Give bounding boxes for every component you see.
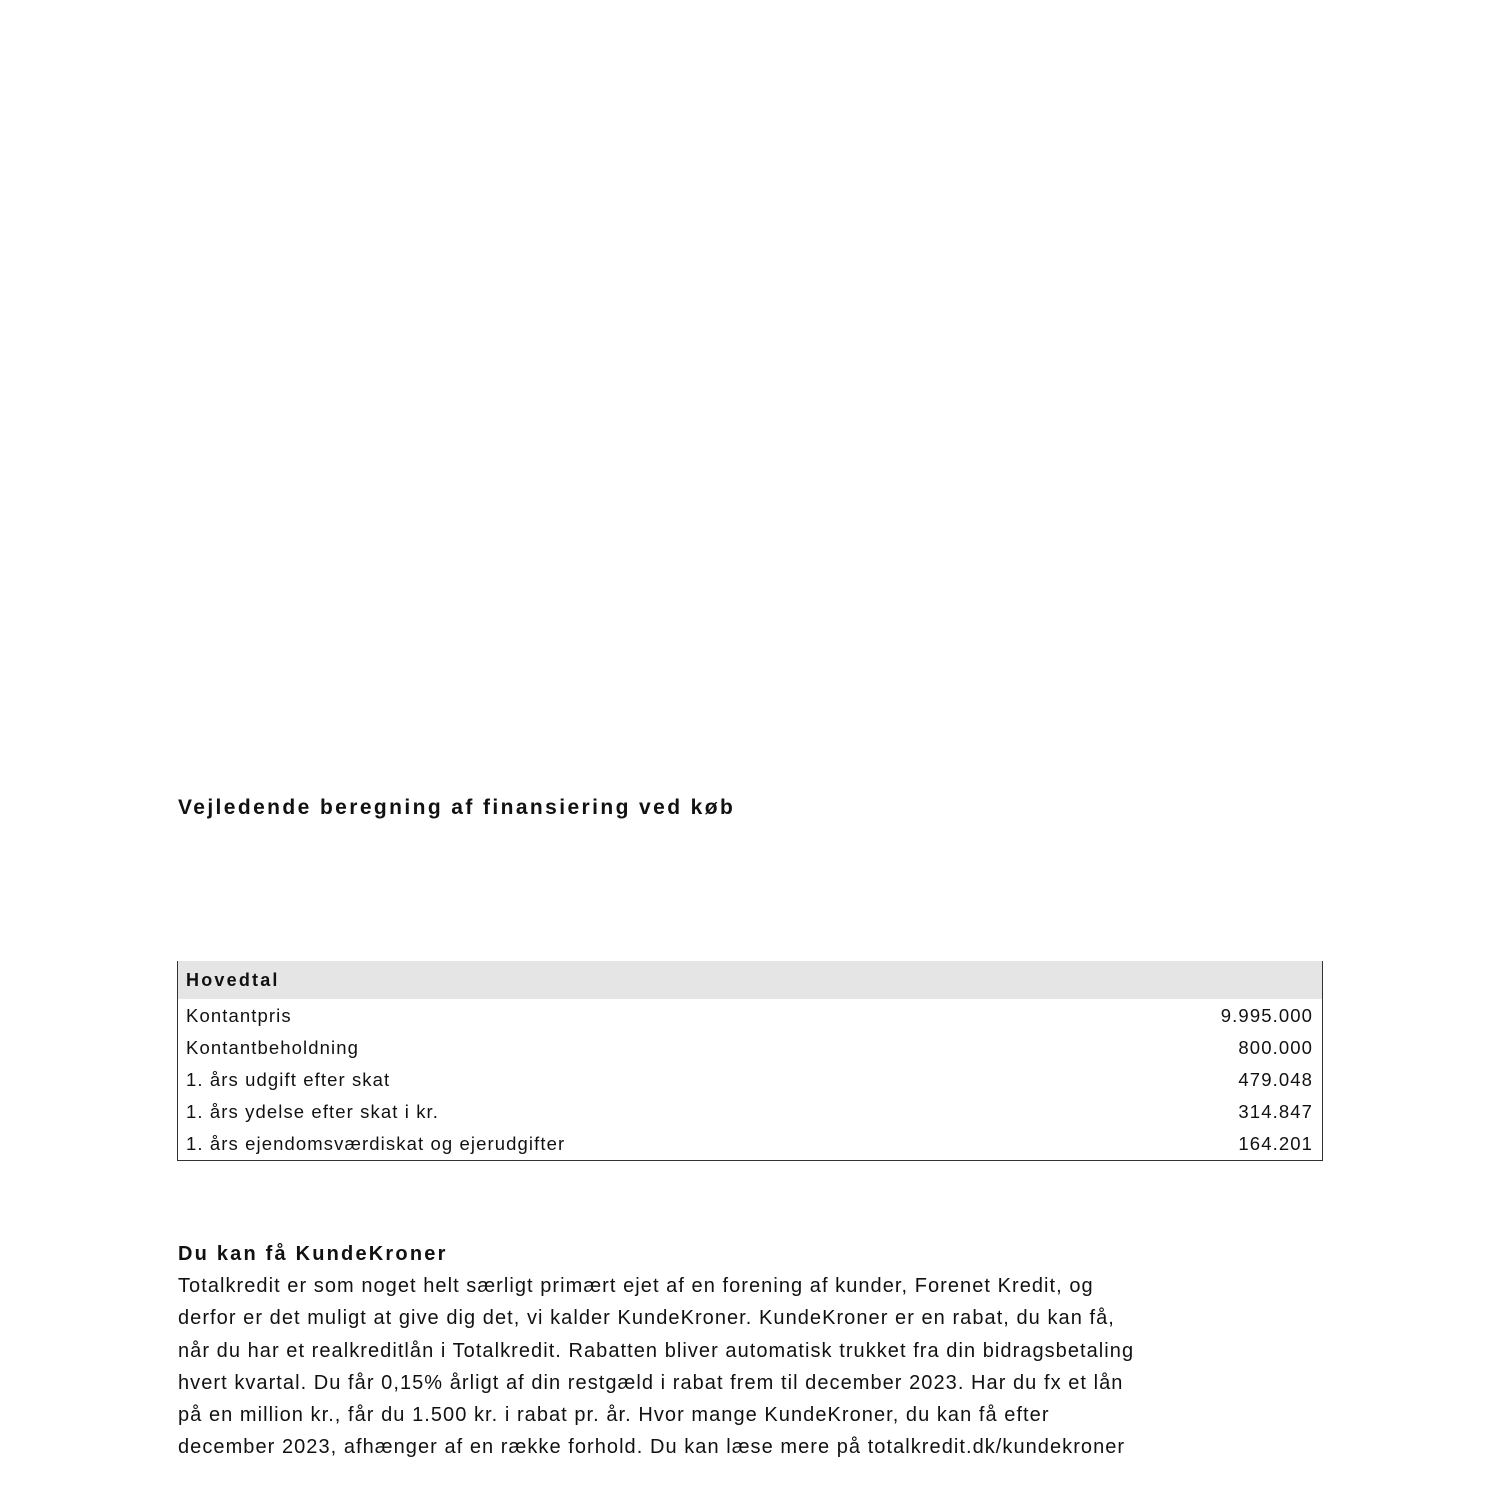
row-value: 479.048 [1238, 1069, 1313, 1090]
key-figures-header: Hovedtal [178, 961, 1322, 999]
paragraph-line: derfor er det muligt at give dig det, vi kalder KundeKroner. KundeKroner er en rabat, du kan få, [178, 1307, 1115, 1330]
row-label: Kontantpris [186, 1005, 292, 1026]
row-label: 1. års ydelse efter skat i kr. [186, 1101, 440, 1122]
paragraph-line: på en million kr., får du 1.500 kr. i rabat pr. år. Hvor mange KundeKroner, du kan få efter [178, 1404, 1050, 1427]
kundekroner-section [178, 1238, 1318, 1464]
paragraph-line: hvert kvartal. Du får 0,15% årligt af din restgæld i rabat frem til december 2023. Har du fx et lån [178, 1371, 1124, 1394]
paragraph-line: Totalkredit er som noget helt særligt primært ejet af en forening af kunder, Forenet Kredit, og [178, 1275, 1094, 1297]
row-label: 1. års udgift efter skat [186, 1069, 391, 1090]
key-figures-table [177, 961, 1323, 1161]
page-title: Vejledende beregning af finansiering ved køb [178, 796, 736, 819]
row-value: 9.995.000 [1220, 1005, 1313, 1026]
table-row [178, 999, 1322, 1031]
row-label: Kontantbeholdning [186, 1037, 360, 1058]
table-row [178, 1031, 1322, 1063]
row-label: 1. års ejendomsværdiskat og ejerudgifter [186, 1133, 566, 1154]
row-value: 800.000 [1238, 1037, 1313, 1058]
row-value: 164.201 [1238, 1133, 1313, 1154]
paragraph-line: december 2023, afhænger af en række forhold. Du kan læse mere på totalkredit.dk/kundekroner [178, 1436, 1126, 1459]
kundekroner-paragraph [178, 1270, 1318, 1464]
table-row [178, 1063, 1322, 1095]
kundekroner-heading: Du kan få KundeKroner [178, 1243, 448, 1265]
table-row [178, 1127, 1322, 1160]
paragraph-line: når du har et realkreditlån i Totalkredit. Rabatten bliver automatisk trukket fra din bidragsbetaling [178, 1339, 1135, 1362]
row-value: 314.847 [1238, 1101, 1313, 1122]
table-row [178, 1095, 1322, 1127]
